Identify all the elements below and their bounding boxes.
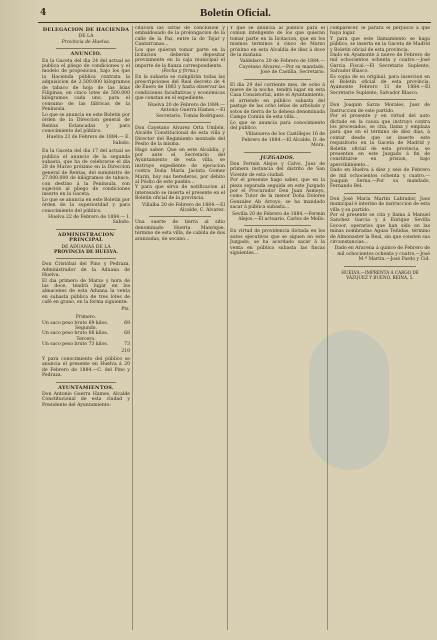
- paragraph: Y para que este llamamiento se haga público, se inserta en la Gaceta de Madrid y Boletin oficial de esta provincia.: [330, 36, 430, 53]
- column-1: [42, 26, 130, 634]
- lot-description: Un saco peso bruto 69 kilos.: [42, 320, 109, 326]
- lot-description: Un saco peso bruto 73 kilos.: [42, 342, 109, 348]
- column-separator: [132, 26, 133, 630]
- signature: Huelva 20 de Febrero de 1884.—Antonio Guerra Hames.—El Secretario, Tomás Rodriguez.: [147, 102, 225, 119]
- lot-label: Segundo.: [75, 325, 97, 331]
- lot-row: [42, 342, 130, 347]
- paragraph: Don José María Martin Labrador, Juez municipal é interino de instruccion de esta villa y su partido.: [330, 196, 430, 213]
- paragraph: Don Joaquin Sarza Morales, Juez de Instruccion de este partido.: [330, 103, 430, 114]
- paragraph: comparecer, le parará el perjuicio á que haya lugar.: [330, 26, 430, 37]
- paragraph: Una suerte de tierra al sitio denominado Huerta Manrique, término de esta villa, de cabida de dos aranzadas, de secano...: [135, 220, 225, 242]
- divider: [149, 216, 211, 217]
- paragraph: Es copia de su original, para insercion en el Boletin oficial de esta provincia. Ayamonte Febrero 11 de 1884.—El Secretario Suplente, Salvador Blasco.: [330, 74, 430, 96]
- page-gutter-shadow: [0, 0, 40, 640]
- signature: Huelva 23 de Febrero de 1884.— E. Sabido.: [46, 135, 130, 146]
- paragraph: Y que se anuncia al público para el comun inteligente de los que quieran tomar parte en la licitacion, que en los mismos terminos á cinco de Marzo próximo en esta Alcaldía de diez á doce de la mañana.: [230, 26, 325, 59]
- section-subtitle: Provincia de Huelva.: [61, 39, 111, 45]
- paragraph: El dia primero de Marzo y hora de las doce, tendrá lugar en los almacenes de esta Aduana la venta en subasta pública de tres lotes de café en grano, en la forma siguiente:: [42, 278, 130, 306]
- divider: [149, 122, 211, 123]
- paragraph: Don Antonio Guerra Hames, Alcalde Constitucional de esta ciudad y Presidente del Ayuntamiento:: [42, 391, 130, 408]
- paragraph: Lo que se anuncia para conocimiento del público.: [230, 120, 325, 131]
- paragraph: Don Fermin Alejos y Calvo, Juez de primera instancia del distrito de San Vicente de esta ciudad.: [230, 161, 325, 178]
- signature: Dado en Aracena á quince de Febrero de mil ochocientos ochenta y cuatro.—José M.ª Martin.—José Pardo y Cid.: [334, 246, 430, 263]
- divider: [56, 48, 116, 49]
- paragraph: Hago saber: Que en este Alcaldía, y por ante el Secretario del Ayuntamiento de esta villa, se instruye expediente de ejecucion contra Doña María Jacinta Gomez Marin, hoy sus herederos, por débito al Pósito de este pueblo...: [135, 147, 225, 185]
- column-3: [230, 26, 325, 634]
- paragraph: En la Gaceta del dia 17 del actual se publica el anuncio de la segunda subasta, que ha de celebrarse el dia 28 de Marzo próximo en la Direccion general de Rentas, del suministro de 27.000.000 de kilógramos de tabaco, con destino á la Península, con sujecion al pliego de condiciones inserto en la Gaceta.: [42, 149, 130, 198]
- section-title: JUZGADOS.: [260, 154, 295, 161]
- lot-total: 210: [121, 348, 130, 354]
- section-title: AYUNTAMIENTOS.: [58, 384, 114, 391]
- paragraph: Lo que se anuncia en este Boletin por órden de la Direccion general de Rentas Estancadas y para conocimiento del público.: [42, 112, 130, 134]
- section-subtitle: DE ADUANAS DE LA: [61, 244, 111, 250]
- page-header: [40, 8, 431, 20]
- pesetas-label: Pts.: [121, 306, 130, 312]
- paragraph: Por el presente se cita y llama á Manuel Sanchez Garcia y á Enrique Sevilla Lecoor, operarios que han sido en las minas nombradas Aguas Teñidas, término de Almonaster la Real, sin que consten sus circunstancias...: [330, 213, 430, 246]
- divider: [244, 152, 311, 153]
- signature: Villalba 20 de Febrero de 1884.—El Alcalde, C. Alvarez.: [141, 202, 225, 213]
- lot-label: Primero.: [75, 315, 97, 321]
- lot-value: 73: [124, 342, 130, 348]
- lot-description: Un saco peso bruto 68 kilos.: [42, 331, 109, 337]
- paragraph: En la Gaceta del dia 24 del actual se publica el pliego de condiciones y el modelo de proposicion, bajo los que la Hacienda pública contrata la adquisicion de 2.500.000 kilogramos de tabaco de hoja de las Islas Filipinas, en cinco lotes de 500.000 kilógramos cada uno, para el consumo de las fábricas de la Península.: [42, 58, 130, 113]
- paragraph: Don Cayetano Alvarez Orta Umbón, Alcalde Constitucional de esta villa y Director del Regimiento montado del Pesito de la misma.: [135, 125, 225, 148]
- header-rule: [38, 22, 431, 23]
- signature: Villanueva de los Castillejos 16 de Febrero de 1884.—El Alcalde, D. de Mora.: [241, 132, 325, 149]
- section-subtitle: DE LA: [78, 34, 94, 40]
- imprint: HUELVA.—IMPRENTA Á CARGO DE VÁZQUEZ Y BUENO, REINA, 5.: [341, 269, 419, 281]
- paragraph: Don Cristóbal del Pino y Pedraza, Administrador de la Aduana de Huelva.: [42, 262, 130, 279]
- paragraph: En virtud de providencia dictada en los autos ejecutivos que se siguen en este Juzgado, se ha acordado sacar á la venta en pública subasta las fincas siguientes...: [230, 229, 325, 257]
- paragraph: Y para que sirva de notificacion al interesado se inserta el presente en el Boletin oficial de la provincia.: [135, 185, 225, 202]
- section-title: ADMINISTRACION PRINCIPAL: [57, 231, 115, 244]
- paragraph: Lo que se anuncia en este Boletin por órden de la superioridad y para conocimiento del público.: [42, 197, 130, 214]
- paragraph: Por el presente y en virtud del auto dictado en la causa que instruyo contra los procesados, se cita, llama y emplaza para que en el término de diez dias, á contar desde que se inserte este requisitorio en la Gaceta de Madrid y Boletin oficial de esta provincia, se presenten en este Juzgado á fin de constituirse en prision, bajo apercibimiento...: [330, 114, 430, 168]
- page-number: 4: [40, 8, 47, 18]
- paragraph: Dado en Ayamonte á nueve de Febrero de mil ochocientos ochenta y cuatro.—José Garcia Fiscal.—El Secretario Suplente, Salvador Blasco.: [330, 53, 430, 75]
- anuncio-heading: ANUNCIO.: [70, 51, 102, 58]
- divider: [344, 193, 416, 194]
- signature: Valdelarco 20 de Febrero de 1884.—Cayetano Alvarez.—Por su mandado, José de Castilla, Secretario.: [239, 59, 325, 76]
- divider: [344, 266, 416, 267]
- column-separator: [327, 26, 328, 630]
- lot-label: Tercero.: [76, 336, 96, 342]
- paragraph: El dia 29 del corriente mes, de ocho á nueve de la noche, tendrá lugar en esta Casa Consistorial, ante el Ayuntamiento, el arriendo en público subasta del pastaje de las ocho leñas de arbolado y sotos de tierra de la dehesa denominada Campo Común de esta villa...: [230, 82, 325, 121]
- note: (Fecha y firma.): [161, 69, 199, 75]
- signature: Sevilla 20 de Febrero de 1884.—Fermin Alejos.—El actuario, Carlos de Mello.: [232, 211, 325, 222]
- divider: [56, 229, 116, 230]
- column-4: [330, 26, 430, 634]
- paragraph: Dado en Huelva á diez y seis de Febrero de mil ochocientos ochenta y cuatro.—Joaquin Serna.—Por su mandado, Fernando Bel.: [330, 168, 430, 190]
- section-title: DELEGACION DE HACIENDA: [42, 27, 130, 33]
- divider: [244, 79, 311, 80]
- column-separator: [227, 26, 228, 630]
- paragraph: Por el presente hago saber, que en la pieza separada seguida en este Juzgado por el Procurador Don Juan Asmeys, como Tutor de la menor Doña Dolores Gonzalez Ab Arroyo, se ha mandado sacar á pública subasta...: [230, 178, 325, 211]
- signature: Huelva 22 de Febrero de 1884.— I. Sabido.: [48, 215, 130, 226]
- column-2: [135, 26, 225, 634]
- paragraph: En la subasta se cumplirán todas las prescripciones del Real decreto de 4 de Enero de 1883 y hasta observar las condiciones facultativas y económicas que constan en el expediente.: [135, 74, 225, 102]
- section-subtitle: PROVINCIA DE HUELVA.: [53, 250, 119, 256]
- paragraph: Y para conocimiento del público se anuncia el presente en Huelva á 20 de Febrero de 1884.—C. del Pino y Pedraza.: [42, 356, 130, 379]
- lot-value: 69: [124, 320, 130, 326]
- paragraph: Los que quieran tomar parte en la licitacion deberán depositar previamente en la caja municipal el importe de la fianza correspondiente.: [135, 47, 225, 69]
- paragraph: citacion las obras de conclusion y embaldosado de la prolongacion de la calle de la Paz, entre la de Tejar y Cantarranas...: [135, 26, 225, 48]
- divider: [56, 382, 116, 383]
- lot-value: 68: [124, 331, 130, 337]
- divider: [56, 258, 116, 259]
- newspaper-title: Boletin Oficial.: [200, 7, 271, 19]
- divider: [244, 225, 311, 226]
- divider: [344, 99, 416, 100]
